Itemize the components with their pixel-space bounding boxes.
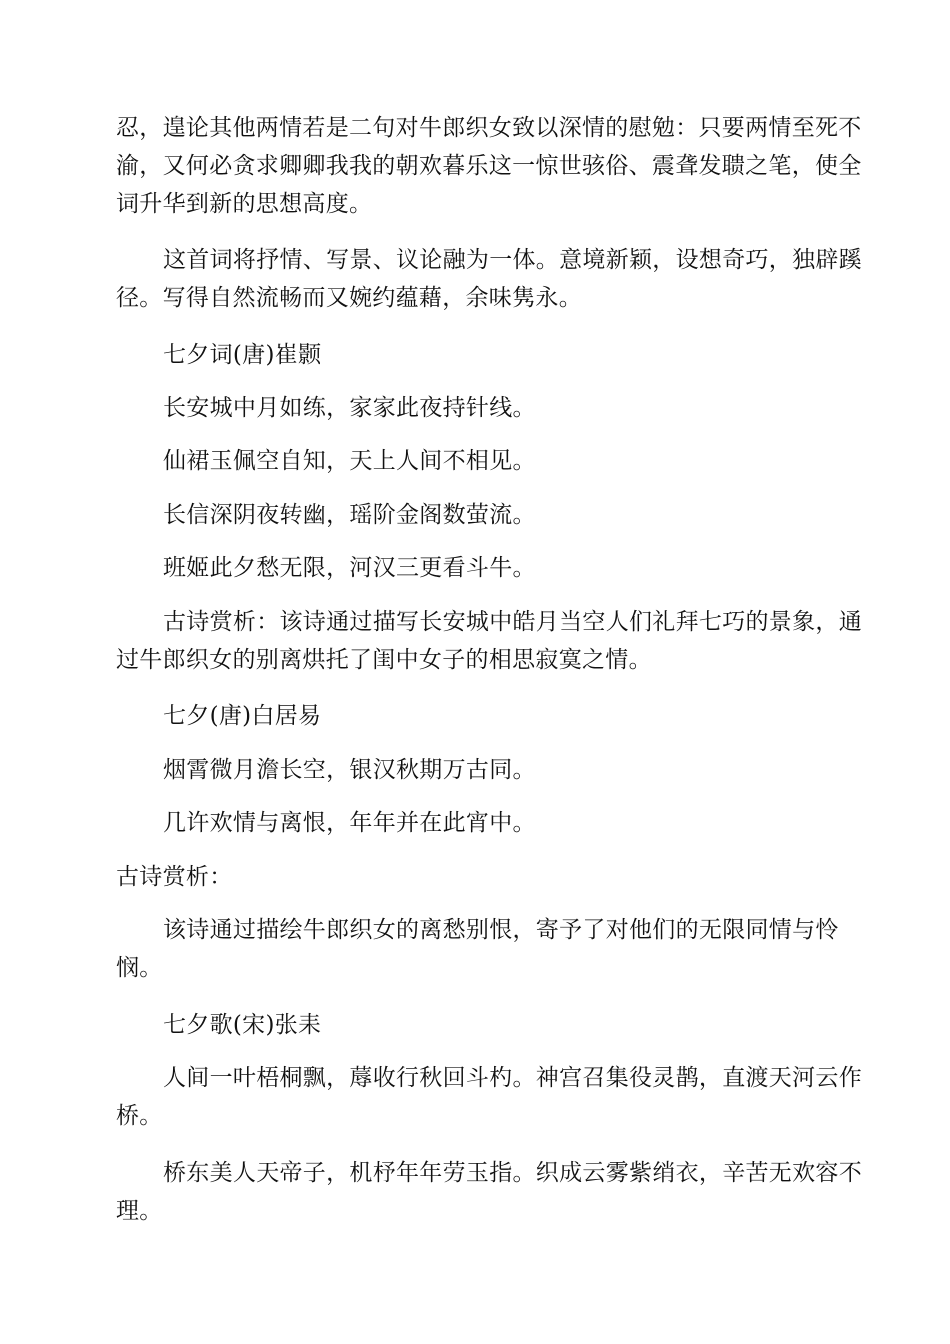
poem-title: 七夕词(唐)崔颢 [163, 342, 322, 368]
text-line: 桥东美人天帝子，机杼年年劳玉指。织成云雾紫绡衣，辛苦无欢容不 [163, 1160, 862, 1186]
text-line: 忍，遑论其他两情若是二句对牛郎织女致以深情的慰勉：只要两情至死不 [116, 115, 862, 141]
poem-title: 七夕歌(宋)张耒 [163, 1012, 322, 1038]
poem-line [116, 751, 836, 789]
text-line: 渝，又何必贪求卿卿我我的朝欢暮乐这一惊世骇俗、震聋发聩之笔，使全 [116, 153, 862, 179]
poem-title: 七夕(唐)白居易 [163, 703, 322, 729]
text-line: 烟霄微月澹长空，银汉秋期万古同。 [163, 757, 536, 783]
text-line: 长安城中月如练，家家此夜持针线。 [163, 395, 536, 421]
poem-title-qixi [116, 697, 836, 735]
text-line: 几许欢情与离恨，年年并在此宵中。 [163, 810, 536, 836]
poem-stanza [116, 1154, 862, 1230]
text-line: 桥。 [116, 1103, 163, 1129]
paragraph-commentary-continued [116, 109, 862, 223]
text-line: 班姬此夕愁无限，河汉三更看斗牛。 [163, 555, 536, 581]
paragraph-summary [116, 241, 862, 317]
text-line: 理。 [116, 1198, 163, 1224]
text-line: 长信深阴夜转幽，瑶阶金阁数萤流。 [163, 502, 536, 528]
text-line: 人间一叶梧桐飘，蓐收行秋回斗杓。神宫召集役灵鹊，直渡天河云作 [163, 1065, 862, 1091]
text-line: 该诗通过描绘牛郎织女的离愁别恨，寄予了对他们的无限同情与怜 [163, 917, 839, 943]
text-line: 径。写得自然流畅而又婉约蕴藉，余味隽永。 [116, 285, 582, 311]
text-line: 词升华到新的思想高度。 [116, 191, 373, 217]
text-line: 古诗赏析：该诗通过描写长安城中皓月当空人们礼拜七巧的景象，通 [163, 609, 862, 635]
text-line: 仙裙玉佩空自知，天上人间不相见。 [163, 448, 536, 474]
poem-line [116, 804, 836, 842]
appreciation-heading [116, 858, 836, 896]
poem-line [116, 496, 836, 534]
poem-line [116, 442, 836, 480]
poem-line [116, 389, 836, 427]
text-line: 过牛郎织女的别离烘托了闺中女子的相思寂寞之情。 [116, 647, 652, 673]
paragraph-appreciation-2 [116, 911, 839, 987]
text-line: 悯。 [116, 955, 163, 981]
poem-line [116, 549, 836, 587]
poem-title-qixi-ci [116, 336, 836, 374]
poem-title-qixi-ge [116, 1006, 836, 1044]
poem-stanza [116, 1059, 862, 1135]
paragraph-appreciation-1 [116, 603, 862, 679]
text-line: 这首词将抒情、写景、议论融为一体。意境新颖，设想奇巧，独辟蹊 [163, 247, 862, 273]
text-line: 古诗赏析： [116, 864, 233, 890]
